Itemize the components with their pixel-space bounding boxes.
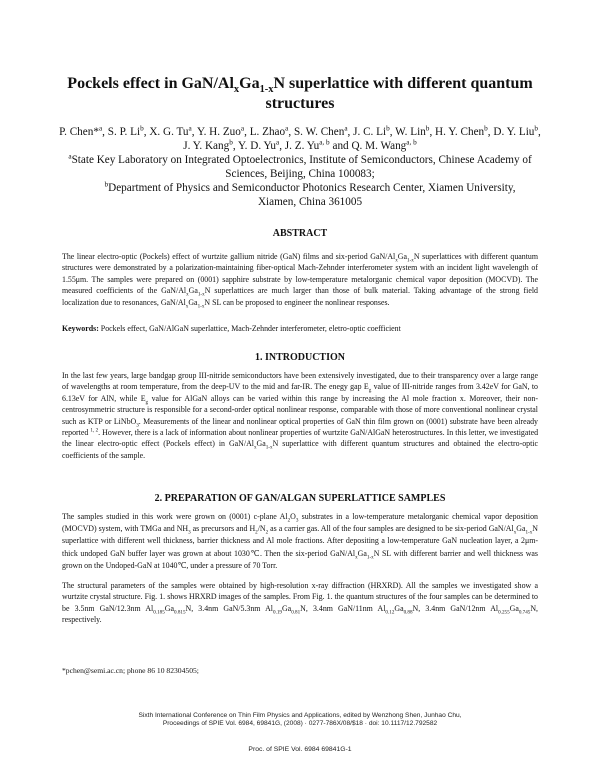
section-1-heading: 1. INTRODUCTION — [254, 352, 345, 363]
superscript: a — [98, 124, 103, 133]
superscript: b — [140, 124, 144, 133]
conference-info — [62, 712, 538, 728]
subscript: 1-x — [197, 291, 205, 298]
section-1-body — [62, 370, 538, 461]
superscript: b — [104, 180, 109, 189]
subscript: 0.815 — [173, 609, 186, 616]
paper-title: Pockels effect in GaN/$Al_xGa_{1-x}N$ superlattice with different quantum structures — [67, 75, 533, 112]
paragraph: In the last few years, large bandgap group III-nitride semiconductors have been extensively investigated, due to their transparency over a large range of wavelengths at room temperature, from the deep-UV to the mid and far-IR. The enegy gap $E_g$ value of III-nitride ranges from 3.42eV for GaN, to 6.13eV for AlN, while $E_g$ value for AlGaN alloys can be varied within this range by increasing the Al mole fraction x. Moreover, their non-centrosymmetric structure is responsible for a second-order optical nonlinear response, comparable with those of more conventional nonlinear crystal such as KTP or LiNbO$_3$. Measurements of the linear and nonlinear optical properties of GaN thin film grown on (0001) substrate have been already reported $^{1, 2}$. However, there is a lack of information about nonlinear properties of wurtzite GaN/AlGaN heterostructures. In this letter, we investigated the linear electro-optic effect (Pockels effect) in GaN/$Al_xGa_{1-x}N$ superlattice with different quantum structures and obtained the electro-optic coefficients of the sample. — [62, 371, 539, 460]
superscript: 1, 2 — [90, 427, 99, 434]
superscript: a — [285, 124, 289, 133]
subscript: 1-x — [525, 529, 533, 536]
subscript: x — [355, 554, 358, 561]
subscript: 2 — [287, 517, 291, 524]
page-footer: Proc. of SPIE Vol. 6984 69841G-1 — [248, 746, 352, 753]
conference-line: Sixth International Conference on Thin Film Physics and Applications, edited by Wenzhong Shen, Junhao Chu, — [138, 712, 462, 719]
superscript: a, b — [406, 138, 417, 147]
superscript: a — [275, 138, 280, 147]
superscript: b — [534, 124, 539, 133]
subscript: 1-x — [407, 257, 414, 264]
subscript: x — [185, 303, 189, 310]
superscript: a, b — [319, 138, 330, 147]
subscript: 0.255 — [498, 609, 510, 616]
superscript: a — [344, 124, 348, 133]
subscript: g — [145, 399, 149, 406]
subscript: x — [513, 529, 517, 536]
abstract-text: The linear electro-optic (Pockels) effect of wurtzite gallium nitride (GaN) films and six-period GaN/$Al_xGa_{1-x}N$ superlattices with different quantum structures were demonstrated by a polarization-maintaining fiber-optical Mach-Zehnder interferometer system with an incident light wavelength of 1.55μm. The samples were prepared on (0001) sapphire substrate by low-temperature metalorganic chemical vapor deposition (MOCVD). The measured coefficients of the GaN/$Al_xGa_{1-x}N$ superlattices are much larger than those of bulk material. Taking advantage of the strong field localization due to resonances, GaN/$Al_xGa_{1-x}N$ SL can be proposed to engineer the nonlinear responses. — [62, 252, 538, 310]
subscript: 1-x — [197, 303, 205, 310]
subscript: 0.12 — [385, 609, 395, 616]
subscript: 2 — [255, 529, 258, 536]
superscript: b — [386, 124, 390, 133]
superscript: a — [188, 124, 192, 133]
section-2-body — [62, 511, 538, 626]
subscript: 0.745 — [518, 609, 531, 616]
subscript: x — [233, 84, 240, 96]
superscript: b — [484, 124, 488, 133]
affiliation-a: $^a$State Key Laboratory on Integrated Optoelectronics, Institute of Semiconductors, Chinese Academy of Sciences, Beijing, China 100083; — [68, 152, 532, 180]
paragraph: The samples studied in this work were grown on (0001) c-plane $Al_2O_3$ substrates in a low-temperature metalorganic chemical vapor deposition (MOCVD) system, with TMGa and $NH_3$ as precursors and $H_2/N_2$ as a carrier gas. All of the four samples are designed to be six-period GaN/$Al_xGa_{1-x}N$ superlattice with different well thickness, barrier thickness and Al mole fractions. After depositing a low-temperature GaN nucleation layer, a 2μm-thick undoped GaN buffer layer was grown at about 1030℃. Then the six-period GaN/$Al_xGa_{1-x}N$ SL with different barrier and well thickness was grown on the Undoped-GaN at 1040℃, under a pressure of 70 Torr. — [62, 512, 539, 570]
subscript: 1-x — [366, 554, 374, 561]
subscript: 2 — [265, 529, 269, 536]
subscript: 0.81 — [291, 609, 301, 616]
abstract-heading: ABSTRACT — [272, 228, 328, 239]
subscript: x — [395, 257, 398, 264]
subscript: 0.19 — [273, 609, 282, 616]
footnote: *pchen@semi.ac.cn; phone 86 10 82304505; — [62, 666, 199, 675]
subscript: x — [253, 445, 257, 452]
subscript: g — [368, 387, 372, 394]
keywords — [62, 323, 538, 334]
subscript: 0.88 — [403, 609, 413, 616]
section-2-heading: 2. PREPARATION OF GAN/ALGAN SUPERLATTICE SAMPLES — [154, 493, 446, 504]
affiliation-b: $^b$Department of Physics and Semiconductor Photonics Research Center, Xiamen University, Xiamen, China 361005 — [104, 180, 516, 208]
superscript: a — [240, 124, 245, 133]
subscript: 1-x — [265, 445, 273, 452]
subscript: 0.185 — [153, 609, 165, 616]
author-block — [55, 125, 545, 209]
subscript: 1-x — [259, 84, 274, 96]
keywords-label: Keywords: — [62, 324, 99, 333]
author-list: P. Chen*$^a$, S. P. Li$^b$, X. G. Tu$^a$, Y. H. Zuo$^a$, L. Zhao$^a$, S. W. Chen$^a$, J. C. Li$^b$, W. Lin$^b$, H. Y. Chen$^b$, D. Y. Liu$^b$, J. Y. Kang$^b$, Y. D. Yu$^a$, J. Z. Yu$^{a, b}$ and Q. M. Wang$^{a, b}$ — [59, 124, 541, 152]
conference-line: Proceedings of SPIE Vol. 6984, 69841G, (2008) · 0277-786X/08/$18 · doi: 10.1117/12.792582 — [162, 720, 438, 727]
paragraph: The structural parameters of the samples were obtained by high-resolution x-ray diffraction (HRXRD). All the samples we investigated show a wurtzite crystal structure. Fig. 1. shows HRXRD images of the samples. From Fig. 1. the quantum structures of the four samples can be determined to be 3.5nm GaN/12.3nm $Al_{0.185}Ga_{0.815}N$, 3.4nm GaN/5.3nm $Al_{0.19}Ga_{0.81}N$, 3.4nm GaN/11nm $Al_{0.12}Ga_{0.88}N$, 3.4nm GaN/12nm $Al_{0.255}Ga_{0.745}N$, respectively. — [62, 581, 539, 625]
keywords-list: Pockels effect, GaN/AlGaN superlattice, Mach-Zehnder interferometer, eletro-optic coefficient — [98, 324, 401, 333]
superscript: b — [229, 138, 233, 147]
subscript: 3 — [295, 517, 299, 524]
superscript: a — [68, 152, 72, 161]
subscript: 3 — [188, 529, 191, 536]
superscript: b — [425, 124, 430, 133]
subscript: 3 — [136, 422, 139, 429]
subscript: x — [186, 291, 189, 298]
